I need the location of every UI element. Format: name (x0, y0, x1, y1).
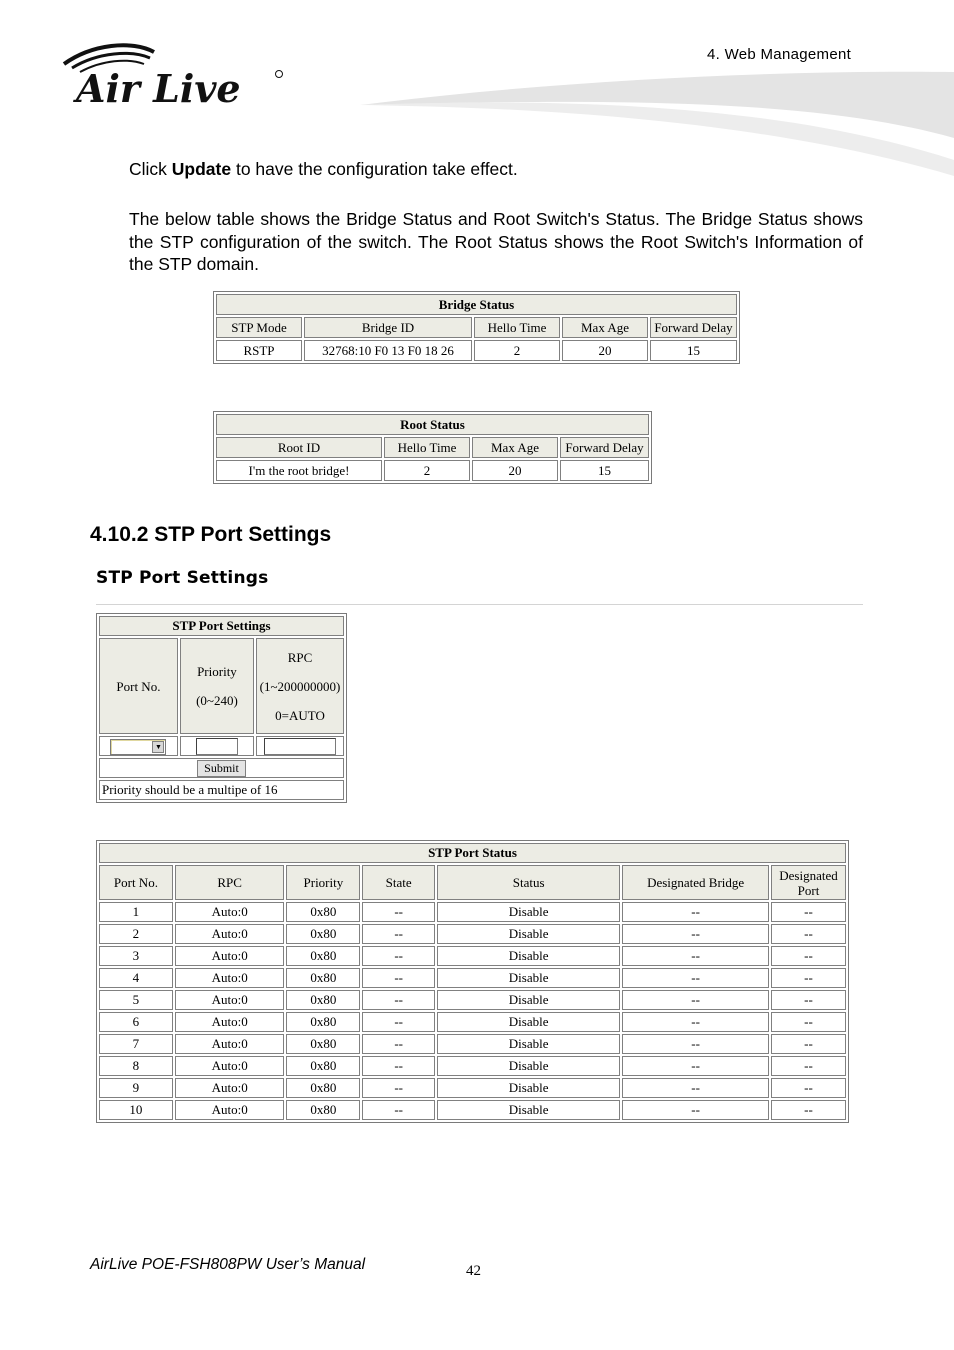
status-col-designated-port: Designated Port (771, 865, 846, 900)
cell-port-no: 1 (99, 902, 173, 922)
cell-state: -- (362, 1078, 435, 1098)
cell-state: -- (362, 990, 435, 1010)
p1-prefix: Click (129, 159, 172, 179)
cell-state: -- (362, 924, 435, 944)
cell-port-no: 9 (99, 1078, 173, 1098)
cell-priority: 0x80 (286, 902, 360, 922)
airlive-logo (62, 40, 292, 110)
submit-button[interactable]: Submit (197, 760, 246, 777)
rpc-input[interactable] (264, 738, 336, 755)
cell-designated-port: -- (771, 1056, 846, 1076)
cell-port-no: 4 (99, 968, 173, 988)
cell-rpc: Auto:0 (175, 1078, 285, 1098)
rpc-input-cell (256, 736, 344, 756)
cell-priority: 0x80 (286, 1034, 360, 1054)
status-col-port: Port No. (99, 865, 173, 900)
cell-rpc: Auto:0 (175, 1012, 285, 1032)
bridge-hello-time: 2 (474, 340, 560, 361)
root-max-age: 20 (472, 460, 558, 481)
cell-rpc: Auto:0 (175, 968, 285, 988)
cell-designated-port: -- (771, 946, 846, 966)
cell-priority: 0x80 (286, 924, 360, 944)
port-settings-table (96, 613, 347, 803)
settings-col-rpc (256, 638, 344, 734)
root-col-forward-delay: Forward Delay (560, 437, 649, 458)
port-status-title: STP Port Status (99, 843, 846, 863)
cell-rpc: Auto:0 (175, 1034, 285, 1054)
bridge-col-stp-mode: STP Mode (216, 317, 302, 338)
update-instruction (129, 158, 863, 181)
logo-text: Air Live (76, 66, 241, 110)
cell-priority: 0x80 (286, 968, 360, 988)
priority-input-cell (180, 736, 254, 756)
cell-designated-port: -- (771, 968, 846, 988)
port-select-cell (99, 736, 178, 756)
cell-rpc: Auto:0 (175, 990, 285, 1010)
cell-priority: 0x80 (286, 1056, 360, 1076)
status-col-rpc: RPC (175, 865, 285, 900)
cell-status: Disable (437, 1034, 620, 1054)
bridge-col-forward-delay: Forward Delay (650, 317, 737, 338)
cell-designated-port: -- (771, 1012, 846, 1032)
cell-designated-bridge: -- (622, 946, 769, 966)
cell-state: -- (362, 946, 435, 966)
table-row (99, 1012, 846, 1032)
table-row (99, 1034, 846, 1054)
cell-rpc: Auto:0 (175, 902, 285, 922)
cell-designated-bridge: -- (622, 968, 769, 988)
bridge-col-hello-time: Hello Time (474, 317, 560, 338)
status-col-state: State (362, 865, 435, 900)
section-heading: 4.10.2 STP Port Settings (90, 523, 332, 546)
cell-designated-bridge: -- (622, 902, 769, 922)
cell-designated-bridge: -- (622, 1078, 769, 1098)
priority-label: Priority (197, 664, 237, 679)
cell-designated-port: -- (771, 990, 846, 1010)
root-forward-delay: 15 (560, 460, 649, 481)
table-row (99, 902, 846, 922)
table-row (99, 1100, 846, 1120)
cell-priority: 0x80 (286, 1078, 360, 1098)
table-row (99, 1078, 846, 1098)
page-number: 42 (466, 1263, 481, 1279)
table-row (216, 460, 649, 481)
settings-col-priority (180, 638, 254, 734)
root-status-table (213, 411, 652, 484)
status-col-status: Status (437, 865, 620, 900)
cell-designated-port: -- (771, 1078, 846, 1098)
root-hello-time: 2 (384, 460, 470, 481)
root-col-root-id: Root ID (216, 437, 382, 458)
port-status-rows (99, 902, 846, 1120)
cell-state: -- (362, 1034, 435, 1054)
cell-status: Disable (437, 924, 620, 944)
p1-suffix: to have the configuration take effect. (231, 159, 518, 179)
cell-state: -- (362, 902, 435, 922)
table-row (99, 946, 846, 966)
table-row (99, 968, 846, 988)
bridge-status-title: Bridge Status (216, 294, 737, 315)
cell-state: -- (362, 1100, 435, 1120)
cell-rpc: Auto:0 (175, 1056, 285, 1076)
cell-designated-bridge: -- (622, 1100, 769, 1120)
cell-designated-bridge: -- (622, 990, 769, 1010)
chapter-label: 4. Web Management (707, 46, 852, 63)
root-id: I'm the root bridge! (216, 460, 382, 481)
cell-designated-bridge: -- (622, 1034, 769, 1054)
cell-status: Disable (437, 1012, 620, 1032)
cell-status: Disable (437, 1078, 620, 1098)
cell-designated-bridge: -- (622, 924, 769, 944)
status-col-designated-bridge: Designated Bridge (622, 865, 769, 900)
cell-port-no: 3 (99, 946, 173, 966)
port-status-table (96, 840, 849, 1123)
cell-priority: 0x80 (286, 990, 360, 1010)
cell-status: Disable (437, 946, 620, 966)
cell-designated-port: -- (771, 1034, 846, 1054)
bridge-status-table (213, 291, 740, 364)
cell-state: -- (362, 1056, 435, 1076)
cell-status: Disable (437, 990, 620, 1010)
root-col-max-age: Max Age (472, 437, 558, 458)
root-status-title: Root Status (216, 414, 649, 435)
cell-state: -- (362, 968, 435, 988)
cell-port-no: 8 (99, 1056, 173, 1076)
cell-state: -- (362, 1012, 435, 1032)
cell-priority: 0x80 (286, 1100, 360, 1120)
table-row (99, 1056, 846, 1076)
priority-note: Priority should be a multipe of 16 (99, 780, 344, 800)
root-col-hello-time: Hello Time (384, 437, 470, 458)
cell-rpc: Auto:0 (175, 946, 285, 966)
port-select[interactable] (110, 739, 166, 755)
status-col-priority: Priority (286, 865, 360, 900)
chevron-down-icon[interactable]: ▼ (152, 741, 164, 753)
bridge-stp-mode: RSTP (216, 340, 302, 361)
cell-port-no: 5 (99, 990, 173, 1010)
port-settings-title: STP Port Settings (99, 616, 344, 636)
rpc-label: RPC (287, 649, 313, 665)
cell-rpc: Auto:0 (175, 924, 285, 944)
bridge-forward-delay: 15 (650, 340, 737, 361)
rpc-range: (1~200000000) (259, 678, 341, 694)
bridge-col-bridge-id: Bridge ID (304, 317, 472, 338)
bridge-id: 32768:10 F0 13 F0 18 26 (304, 340, 472, 361)
cell-status: Disable (437, 1056, 620, 1076)
cell-designated-port: -- (771, 1100, 846, 1120)
cell-port-no: 7 (99, 1034, 173, 1054)
cell-port-no: 2 (99, 924, 173, 944)
submit-cell (99, 758, 344, 778)
cell-designated-bridge: -- (622, 1012, 769, 1032)
bridge-col-max-age: Max Age (562, 317, 648, 338)
cell-port-no: 6 (99, 1012, 173, 1032)
priority-input[interactable] (196, 738, 238, 755)
cell-status: Disable (437, 902, 620, 922)
cell-priority: 0x80 (286, 1012, 360, 1032)
priority-range: (0~240) (196, 693, 238, 708)
rpc-auto-note: 0=AUTO (275, 707, 325, 723)
cell-priority: 0x80 (286, 946, 360, 966)
panel-divider (96, 604, 863, 605)
cell-status: Disable (437, 968, 620, 988)
cell-designated-port: -- (771, 924, 846, 944)
p1-update-word: Update (171, 159, 232, 179)
cell-port-no: 10 (99, 1100, 173, 1120)
status-description: The below table shows the Bridge Status and Root Switch's Status. The Bridge Status shows the STP configuration of the switch. The Root Status shows the Root Switch's Information of the STP domain. (129, 209, 863, 274)
bridge-max-age: 20 (562, 340, 648, 361)
cell-designated-bridge: -- (622, 1056, 769, 1076)
footer-manual-title: AirLive POE-FSH808PW User’s Manual (90, 1256, 366, 1273)
table-row (99, 924, 846, 944)
table-row (216, 340, 737, 361)
cell-designated-port: -- (771, 902, 846, 922)
settings-col-port: Port No. (99, 638, 178, 734)
cell-rpc: Auto:0 (175, 1100, 285, 1120)
cell-status: Disable (437, 1100, 620, 1120)
table-row (99, 990, 846, 1010)
panel-title: STP Port Settings (96, 568, 269, 588)
